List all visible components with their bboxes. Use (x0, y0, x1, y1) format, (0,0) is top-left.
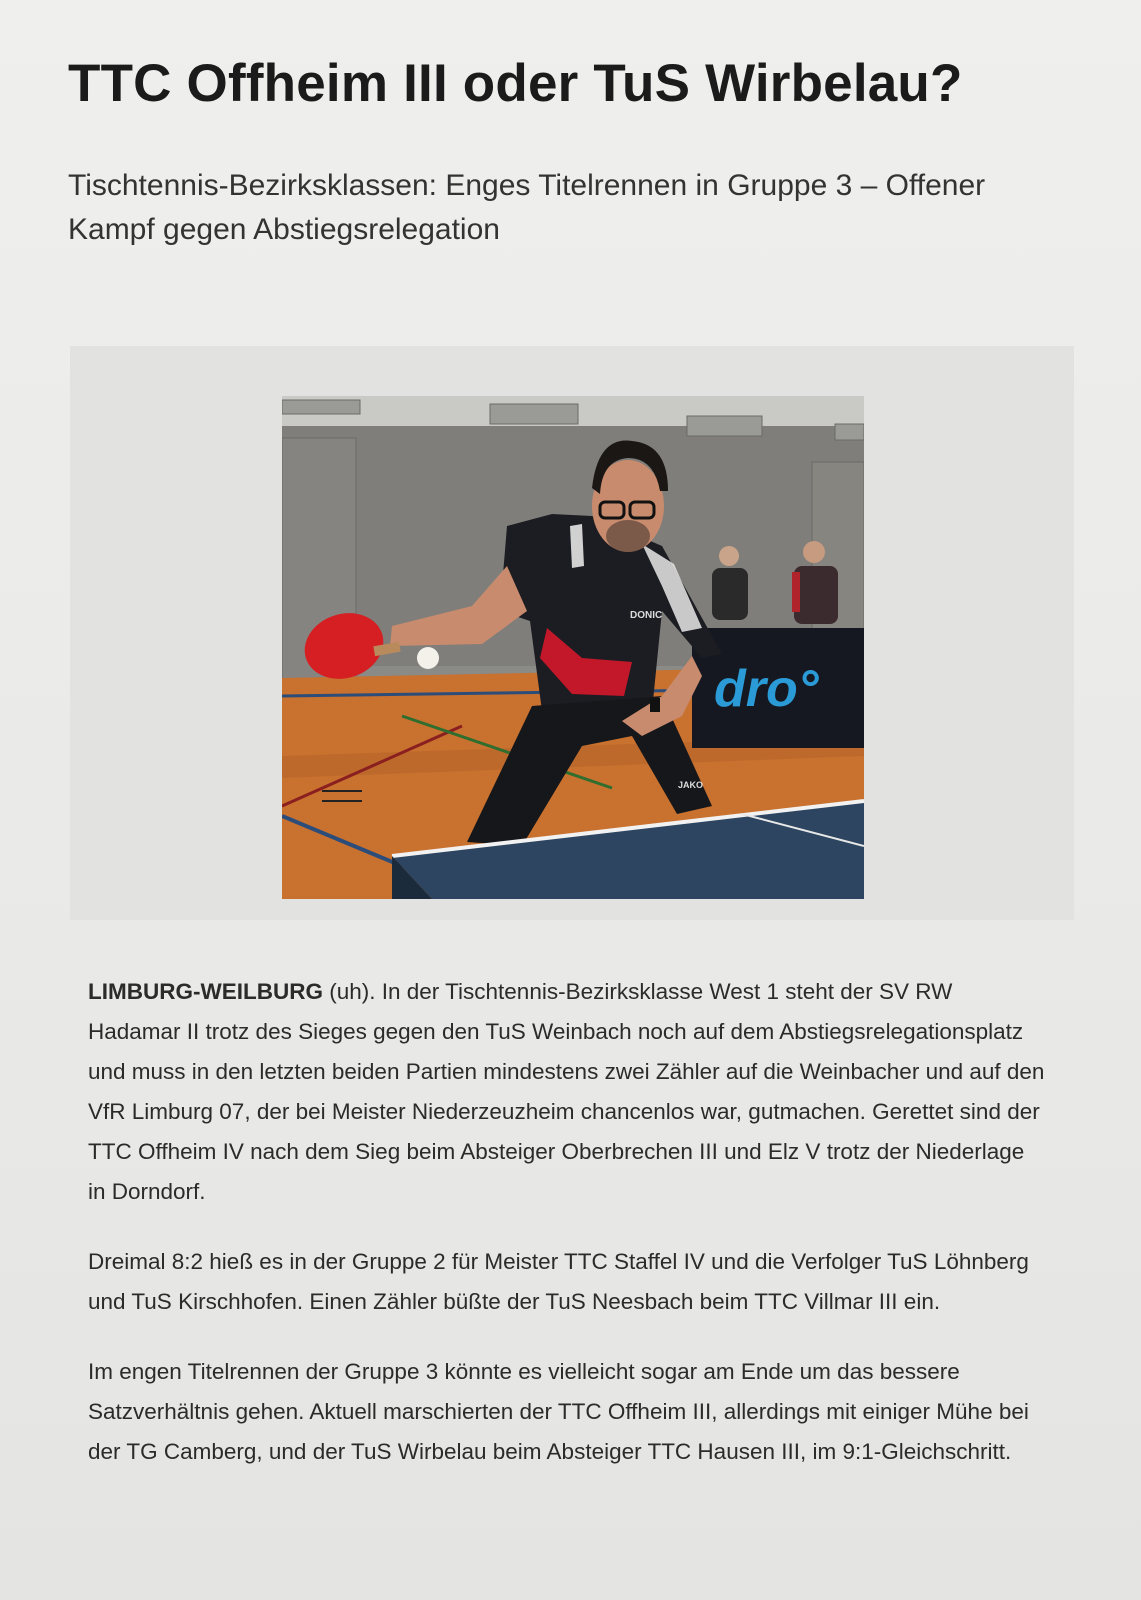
article-paragraph-text: Dreimal 8:2 hieß es in der Gruppe 2 für Meister TTC Staffel IV und die Verfolger TuS Löhnberg und TuS Kirschhofen. Einen Zähler büßte der TuS Neesbach beim TTC Villmar III ein. (88, 1249, 1029, 1314)
article-dateline: LIMBURG-WEILBURG (88, 979, 323, 1004)
article-paragraph (88, 1242, 1048, 1322)
article-paragraph (88, 972, 1048, 1212)
article-paragraph-text: Im engen Titelrennen der Gruppe 3 könnte es vielleicht sogar am Ende um das bessere Satzverhältnis gehen. Aktuell marschierten der TTC Offheim III, allerdings mit einiger Mühe bei der TG Camberg, und der TuS Wirbelau beim Absteiger TTC Hausen III, im 9:1-Gleichschritt. (88, 1359, 1029, 1464)
article-photo[interactable] (282, 396, 864, 899)
article-subheadline: Tischtennis-Bezirksklassen: Enges Titelrennen in Gruppe 3 – Offener Kampf gegen Abstiegsrelegation (68, 169, 986, 246)
banner-text: dro° (714, 660, 819, 718)
shirt-brand-text: DONIC (630, 610, 663, 621)
article-paragraph (88, 1352, 1048, 1472)
shorts-brand-text: JAKO (678, 780, 704, 790)
article-body (88, 972, 1048, 1502)
article-headline: TTC Offheim III oder TuS Wirbelau? (68, 54, 963, 113)
article-figure (70, 346, 1074, 920)
article-paragraph-text: (uh). In der Tischtennis-Bezirksklasse West 1 steht der SV RW Hadamar II trotz des Sieges gegen den TuS Weinbach noch auf dem Abstiegsrelegationsplatz und muss in den letzten beiden Partien mindestens zwei Zähler auf die Weinbacher und auf den VfR Limburg 07, der bei Meister Niederzeuzheim chancenlos war, gutmachen. Gerettet sind der TTC Offheim IV nach dem Sieg beim Absteiger Oberbrechen III und Elz V trotz der Niederlage in Dorndorf. (88, 979, 1045, 1204)
